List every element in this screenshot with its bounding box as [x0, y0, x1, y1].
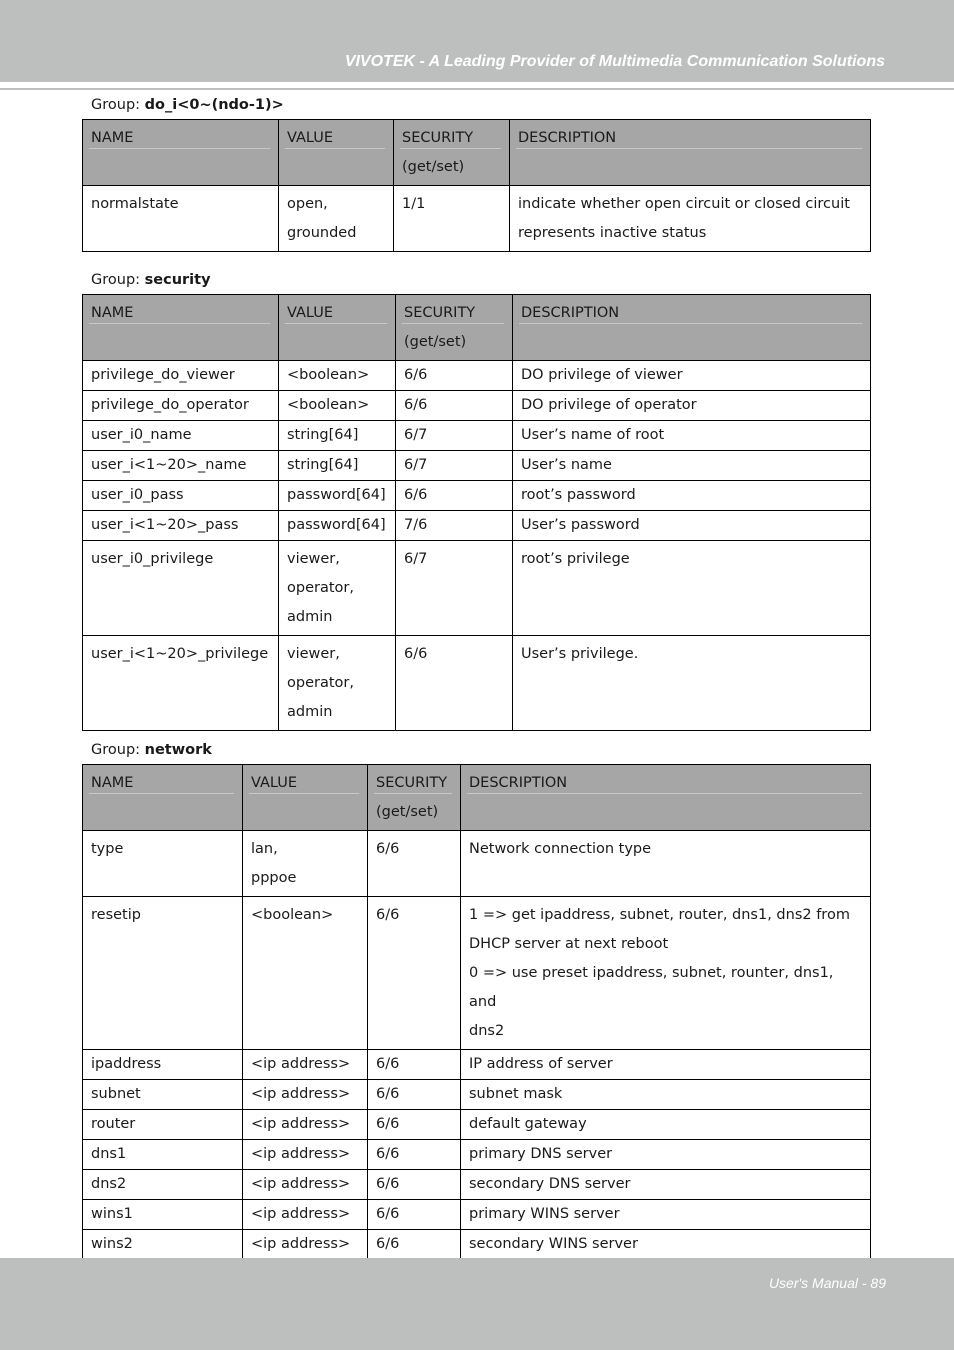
cell-security: 7/6: [396, 511, 513, 541]
cell-security: 6/7: [396, 451, 513, 481]
cell-description: Network connection type: [461, 831, 871, 897]
cell-description: DO privilege of operator: [513, 391, 871, 421]
cell-description: secondary DNS server: [461, 1170, 871, 1200]
group-name: do_i<0~(ndo-1)>: [144, 97, 284, 113]
cell-description: User’s password: [513, 511, 871, 541]
table-row: [83, 1110, 871, 1140]
header-underline: [402, 323, 504, 324]
cell-name: normalstate: [83, 186, 279, 252]
cell-description: User’s privilege.: [513, 636, 871, 731]
cell-security: 6/6: [368, 897, 461, 1050]
cell-name: user_i0_name: [83, 421, 279, 451]
cell-value: string[64]: [279, 451, 396, 481]
page-footer: [0, 1258, 954, 1350]
group-network-section: [82, 741, 870, 1260]
header-security: SECURITY (get/set): [368, 765, 461, 831]
cell-value: <ip address>: [243, 1140, 368, 1170]
header-underline: [519, 323, 862, 324]
cell-value: viewer, operator, admin: [279, 636, 396, 731]
table-row: [83, 897, 871, 1050]
table-row: [83, 421, 871, 451]
cell-description: DO privilege of viewer: [513, 361, 871, 391]
cell-value: <ip address>: [243, 1230, 368, 1260]
cell-name: wins2: [83, 1230, 243, 1260]
header-description: DESCRIPTION: [510, 120, 871, 186]
cell-description: indicate whether open circuit or closed circuit represents inactive status: [510, 186, 871, 252]
header-description: DESCRIPTION: [513, 295, 871, 361]
group-table: [82, 119, 871, 252]
cell-description: default gateway: [461, 1110, 871, 1140]
group-label: Group: security: [91, 272, 211, 288]
header-underline: [285, 323, 387, 324]
page-header: [0, 0, 954, 82]
cell-name: user_i<1~20>_pass: [83, 511, 279, 541]
header-underline: [285, 148, 385, 149]
group-label: Group: network: [91, 742, 212, 758]
cell-value: password[64]: [279, 511, 396, 541]
header-value: VALUE: [243, 765, 368, 831]
cell-description: primary WINS server: [461, 1200, 871, 1230]
table-row: [83, 186, 871, 252]
group-label: Group: do_i<0~(ndo-1)>: [91, 97, 284, 113]
header-underline: [249, 793, 359, 794]
header-underline: [516, 148, 862, 149]
group-do-section: [82, 96, 870, 252]
header-security: SECURITY (get/set): [396, 295, 513, 361]
cell-security: 6/7: [396, 541, 513, 636]
header-name: NAME: [83, 120, 279, 186]
cell-name: privilege_do_operator: [83, 391, 279, 421]
cell-name: router: [83, 1110, 243, 1140]
header-title: VIVOTEK - A Leading Provider of Multimedia Communication Solutions: [344, 53, 885, 70]
table-row: [83, 1080, 871, 1110]
cell-value: viewer, operator, admin: [279, 541, 396, 636]
cell-value: <ip address>: [243, 1200, 368, 1230]
cell-description: root’s password: [513, 481, 871, 511]
cell-name: wins1: [83, 1200, 243, 1230]
cell-security: 6/6: [368, 831, 461, 897]
cell-name: privilege_do_viewer: [83, 361, 279, 391]
cell-description: secondary WINS server: [461, 1230, 871, 1260]
table-row: [83, 481, 871, 511]
group-name: security: [144, 272, 211, 288]
table-row: [83, 1050, 871, 1080]
table-row: [83, 831, 871, 897]
header-name: NAME: [83, 765, 243, 831]
cell-name: subnet: [83, 1080, 243, 1110]
cell-security: 6/6: [368, 1080, 461, 1110]
table-row: [83, 451, 871, 481]
cell-description: subnet mask: [461, 1080, 871, 1110]
cell-description: root’s privilege: [513, 541, 871, 636]
header-underline: [89, 323, 270, 324]
cell-security: 6/6: [368, 1170, 461, 1200]
cell-name: user_i<1~20>_privilege: [83, 636, 279, 731]
cell-security: 6/6: [368, 1200, 461, 1230]
group-name: network: [144, 742, 212, 758]
cell-security: 6/6: [368, 1110, 461, 1140]
cell-name: dns1: [83, 1140, 243, 1170]
header-underline: [89, 148, 270, 149]
cell-name: user_i<1~20>_name: [83, 451, 279, 481]
header-rule: [0, 88, 954, 90]
cell-value: <ip address>: [243, 1050, 368, 1080]
cell-value: <boolean>: [279, 391, 396, 421]
cell-value: <boolean>: [279, 361, 396, 391]
cell-name: dns2: [83, 1170, 243, 1200]
table-row: [83, 391, 871, 421]
header-value: VALUE: [279, 295, 396, 361]
cell-security: 6/6: [368, 1140, 461, 1170]
cell-value: <ip address>: [243, 1170, 368, 1200]
header-underline: [400, 148, 501, 149]
cell-security: 6/7: [396, 421, 513, 451]
table-row: [83, 511, 871, 541]
cell-security: 6/6: [396, 481, 513, 511]
cell-value: password[64]: [279, 481, 396, 511]
table-row: [83, 361, 871, 391]
cell-name: type: [83, 831, 243, 897]
group-security-section: [82, 271, 870, 731]
header-underline: [89, 793, 234, 794]
group-table: [82, 764, 871, 1260]
header-value: VALUE: [279, 120, 394, 186]
cell-description: IP address of server: [461, 1050, 871, 1080]
cell-value: lan, pppoe: [243, 831, 368, 897]
table-row: [83, 541, 871, 636]
cell-name: user_i0_pass: [83, 481, 279, 511]
cell-name: resetip: [83, 897, 243, 1050]
cell-security: 1/1: [394, 186, 510, 252]
table-row: [83, 1200, 871, 1230]
cell-description: User’s name: [513, 451, 871, 481]
table-header-row: [83, 765, 871, 831]
cell-value: <ip address>: [243, 1110, 368, 1140]
table-header-row: [83, 295, 871, 361]
table-header-row: [83, 120, 871, 186]
table-row: [83, 1170, 871, 1200]
page-number: User's Manual - 89: [768, 1275, 886, 1291]
cell-description: primary DNS server: [461, 1140, 871, 1170]
cell-value: open, grounded: [279, 186, 394, 252]
header-name: NAME: [83, 295, 279, 361]
cell-security: 6/6: [396, 361, 513, 391]
cell-security: 6/6: [396, 636, 513, 731]
header-underline: [467, 793, 862, 794]
cell-description: 1 => get ipaddress, subnet, router, dns1, dns2 from DHCP server at next reboot 0 => use preset ipaddress, subnet, rounter, dns1, and dns2: [461, 897, 871, 1050]
cell-name: ipaddress: [83, 1050, 243, 1080]
cell-name: user_i0_privilege: [83, 541, 279, 636]
cell-description: User’s name of root: [513, 421, 871, 451]
cell-security: 6/6: [396, 391, 513, 421]
cell-value: <boolean>: [243, 897, 368, 1050]
table-row: [83, 1230, 871, 1260]
header-security: SECURITY (get/set): [394, 120, 510, 186]
table-row: [83, 1140, 871, 1170]
cell-value: string[64]: [279, 421, 396, 451]
cell-value: <ip address>: [243, 1080, 368, 1110]
cell-security: 6/6: [368, 1230, 461, 1260]
table-row: [83, 636, 871, 731]
cell-security: 6/6: [368, 1050, 461, 1080]
group-table: [82, 294, 871, 731]
header-underline: [374, 793, 452, 794]
header-description: DESCRIPTION: [461, 765, 871, 831]
